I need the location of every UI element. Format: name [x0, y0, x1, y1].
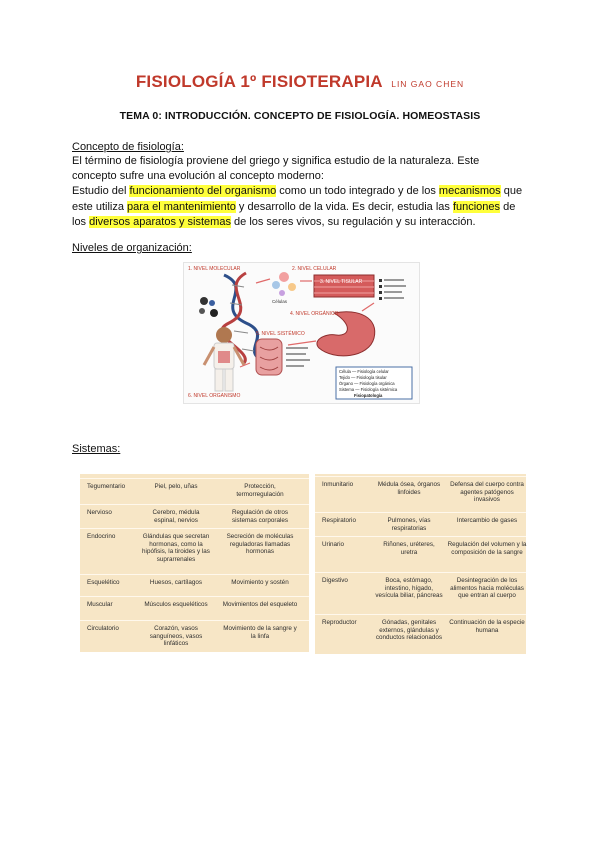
stomach-organ-icon: [317, 312, 375, 356]
level-label-organismo: 6. NIVEL ORGANISMO: [188, 393, 241, 399]
level-label-molecular: 1. NIVEL MOLECULAR: [188, 266, 241, 272]
organs-cell: Piel, pelo, uñas: [154, 483, 198, 490]
organs-cell: Corazón, vasos sanguíneos, vasos linfáticos: [149, 625, 203, 648]
concepto-line-2: concepto sufre una evolución al concepto moderno:: [72, 170, 324, 183]
molecule-spheres-icon: [199, 297, 218, 317]
highlighted-term: para el mantenimiento: [127, 200, 236, 213]
concepto-paragraph: [72, 154, 532, 230]
organs-cell: Glándulas que secretan hormonas, como la hipófisis, la tiroides y las suprarrenales: [142, 533, 210, 563]
table-row: [315, 536, 527, 556]
table-row: [80, 478, 309, 498]
document-title: [0, 72, 600, 92]
function-cell: Intercambio de gases: [456, 517, 518, 524]
text-run: como un todo integrado y de los: [276, 185, 439, 198]
organs-cell: Riñones, uréteres, uretra: [383, 541, 435, 556]
table-row: [315, 512, 526, 532]
function-cell: Movimiento de la sangre y la linfa: [223, 625, 297, 640]
table-row: [315, 572, 526, 600]
text-run: de: [500, 200, 516, 213]
label-celulas: Células: [272, 299, 288, 304]
highlighted-term: funcionamiento del organismo: [129, 185, 277, 198]
system-name-cell: Muscular: [87, 601, 113, 608]
system-name-cell: Circulatorio: [87, 625, 119, 632]
function-cell: Movimientos del esqueleto: [222, 601, 298, 608]
highlighted-term: diversos aparatos y sistemas: [89, 215, 231, 228]
section-heading-concepto: Concepto de fisiología:: [72, 141, 184, 153]
table-row: [315, 614, 526, 642]
level-label-tisular: 3. NIVEL TISULAR: [320, 279, 363, 285]
function-cell: Regulación de otros sistemas corporales: [231, 509, 288, 524]
system-name-cell: Reproductor: [322, 619, 357, 626]
function-cell: Protección, termorregulación: [236, 483, 284, 498]
organs-cell: Médula ósea, órganos linfoides: [377, 481, 441, 496]
course-title: FISIOLOGÍA 1º FISIOTERAPIA: [135, 72, 383, 91]
concepto-line-4: [72, 200, 532, 215]
section-heading-niveles: Niveles de organización:: [72, 242, 192, 254]
system-list-icon: [286, 347, 310, 367]
text-run: que: [500, 185, 523, 198]
level-label-organico: 4. NIVEL ORGÁNICO: [290, 311, 339, 317]
system-name-cell: Endocrino: [87, 533, 116, 540]
text-run: de los seres vivos, su regulación y su interacción.: [230, 215, 476, 228]
system-name-cell: Inmunitario: [322, 481, 354, 488]
table-row: [80, 596, 309, 608]
text-run: y desarrollo de la vida. Es decir, estudia las: [235, 200, 453, 213]
text-run: Estudio del: [72, 185, 130, 198]
system-name-cell: Respiratorio: [322, 517, 356, 524]
system-name-cell: Esquelético: [87, 579, 120, 586]
digestive-system-icon: [256, 339, 282, 375]
legend-line-1: Célula — Fisiología celular: [339, 369, 389, 374]
legend-line-5: Fisiopatología: [354, 393, 383, 398]
level-label-celular: 2. NIVEL CELULAR: [292, 266, 337, 272]
text-run: los: [72, 215, 90, 228]
legend-line-3: Órgano — Fisiología orgánica: [339, 381, 395, 386]
system-name-cell: Nervioso: [87, 509, 112, 516]
organs-cell: Boca, estómago, intestino, hígado, vesícula biliar, páncreas: [375, 577, 443, 600]
author-name: LIN GAO CHEN: [391, 79, 465, 89]
systems-table-left: [80, 474, 309, 652]
table-row: [315, 476, 526, 504]
topic-title: TEMA 0: INTRODUCCIÓN. CONCEPTO DE FISIOLOGÍA. HOMEOSTASIS: [119, 110, 481, 122]
level-label-sistemico: 5. NIVEL SISTÉMICO: [256, 331, 305, 337]
function-cell: Desintegración de los alimentos hacia moléculas que entran al cuerpo: [450, 577, 524, 600]
organs-cell: Gónadas, genitales externos, glándulas y conductos relacionados: [375, 619, 443, 642]
function-cell: Secreción de moléculas reguladoras llamadas hormonas: [226, 533, 294, 556]
table-row: [80, 620, 309, 648]
systems-table-right: [315, 474, 526, 654]
highlighted-term: mecanismos: [438, 185, 501, 198]
organs-cell: Pulmones, vías respiratorias: [387, 517, 431, 532]
cells-icon: [272, 272, 296, 296]
concepto-line-1: El término de fisiología proviene del griego y significa estudio de la naturaleza. Este: [72, 155, 480, 167]
table-row: [80, 528, 309, 563]
system-name-cell: Urinario: [322, 541, 345, 548]
organization-levels-illustration: [184, 263, 419, 403]
legend-line-2: Tejido — Fisiología tisular: [339, 375, 387, 380]
concepto-line-5: [72, 215, 532, 230]
function-cell: Regulación del volumen y la composición de la sangre: [447, 541, 527, 556]
organs-cell: Músculos esqueléticos: [144, 601, 208, 608]
concepto-line-3: [72, 184, 532, 199]
system-name-cell: Digestivo: [322, 577, 348, 584]
organs-cell: Huesos, cartílagos: [149, 579, 203, 586]
table-row: [80, 504, 309, 524]
tissue-list-icon: [379, 279, 406, 300]
system-name-cell: Tegumentario: [87, 483, 126, 490]
organization-levels-figure: [183, 262, 420, 404]
text-run: este utiliza: [72, 200, 128, 213]
function-cell: Continuación de la especie humana: [449, 619, 525, 634]
legend-line-4: Sistema — Fisiología sistémica: [339, 387, 398, 392]
function-cell: Defensa del cuerpo contra agentes patógenos invasivos: [450, 481, 524, 504]
physiology-legend-box: [336, 367, 412, 399]
table-row: [80, 574, 309, 586]
function-cell: Movimiento y sostén: [231, 579, 289, 586]
organs-cell: Cerebro, médula espinal, nervios: [152, 509, 200, 524]
human-child-figure-icon: [204, 327, 244, 391]
highlighted-term: funciones: [452, 200, 501, 213]
section-heading-sistemas: Sistemas:: [72, 443, 121, 455]
